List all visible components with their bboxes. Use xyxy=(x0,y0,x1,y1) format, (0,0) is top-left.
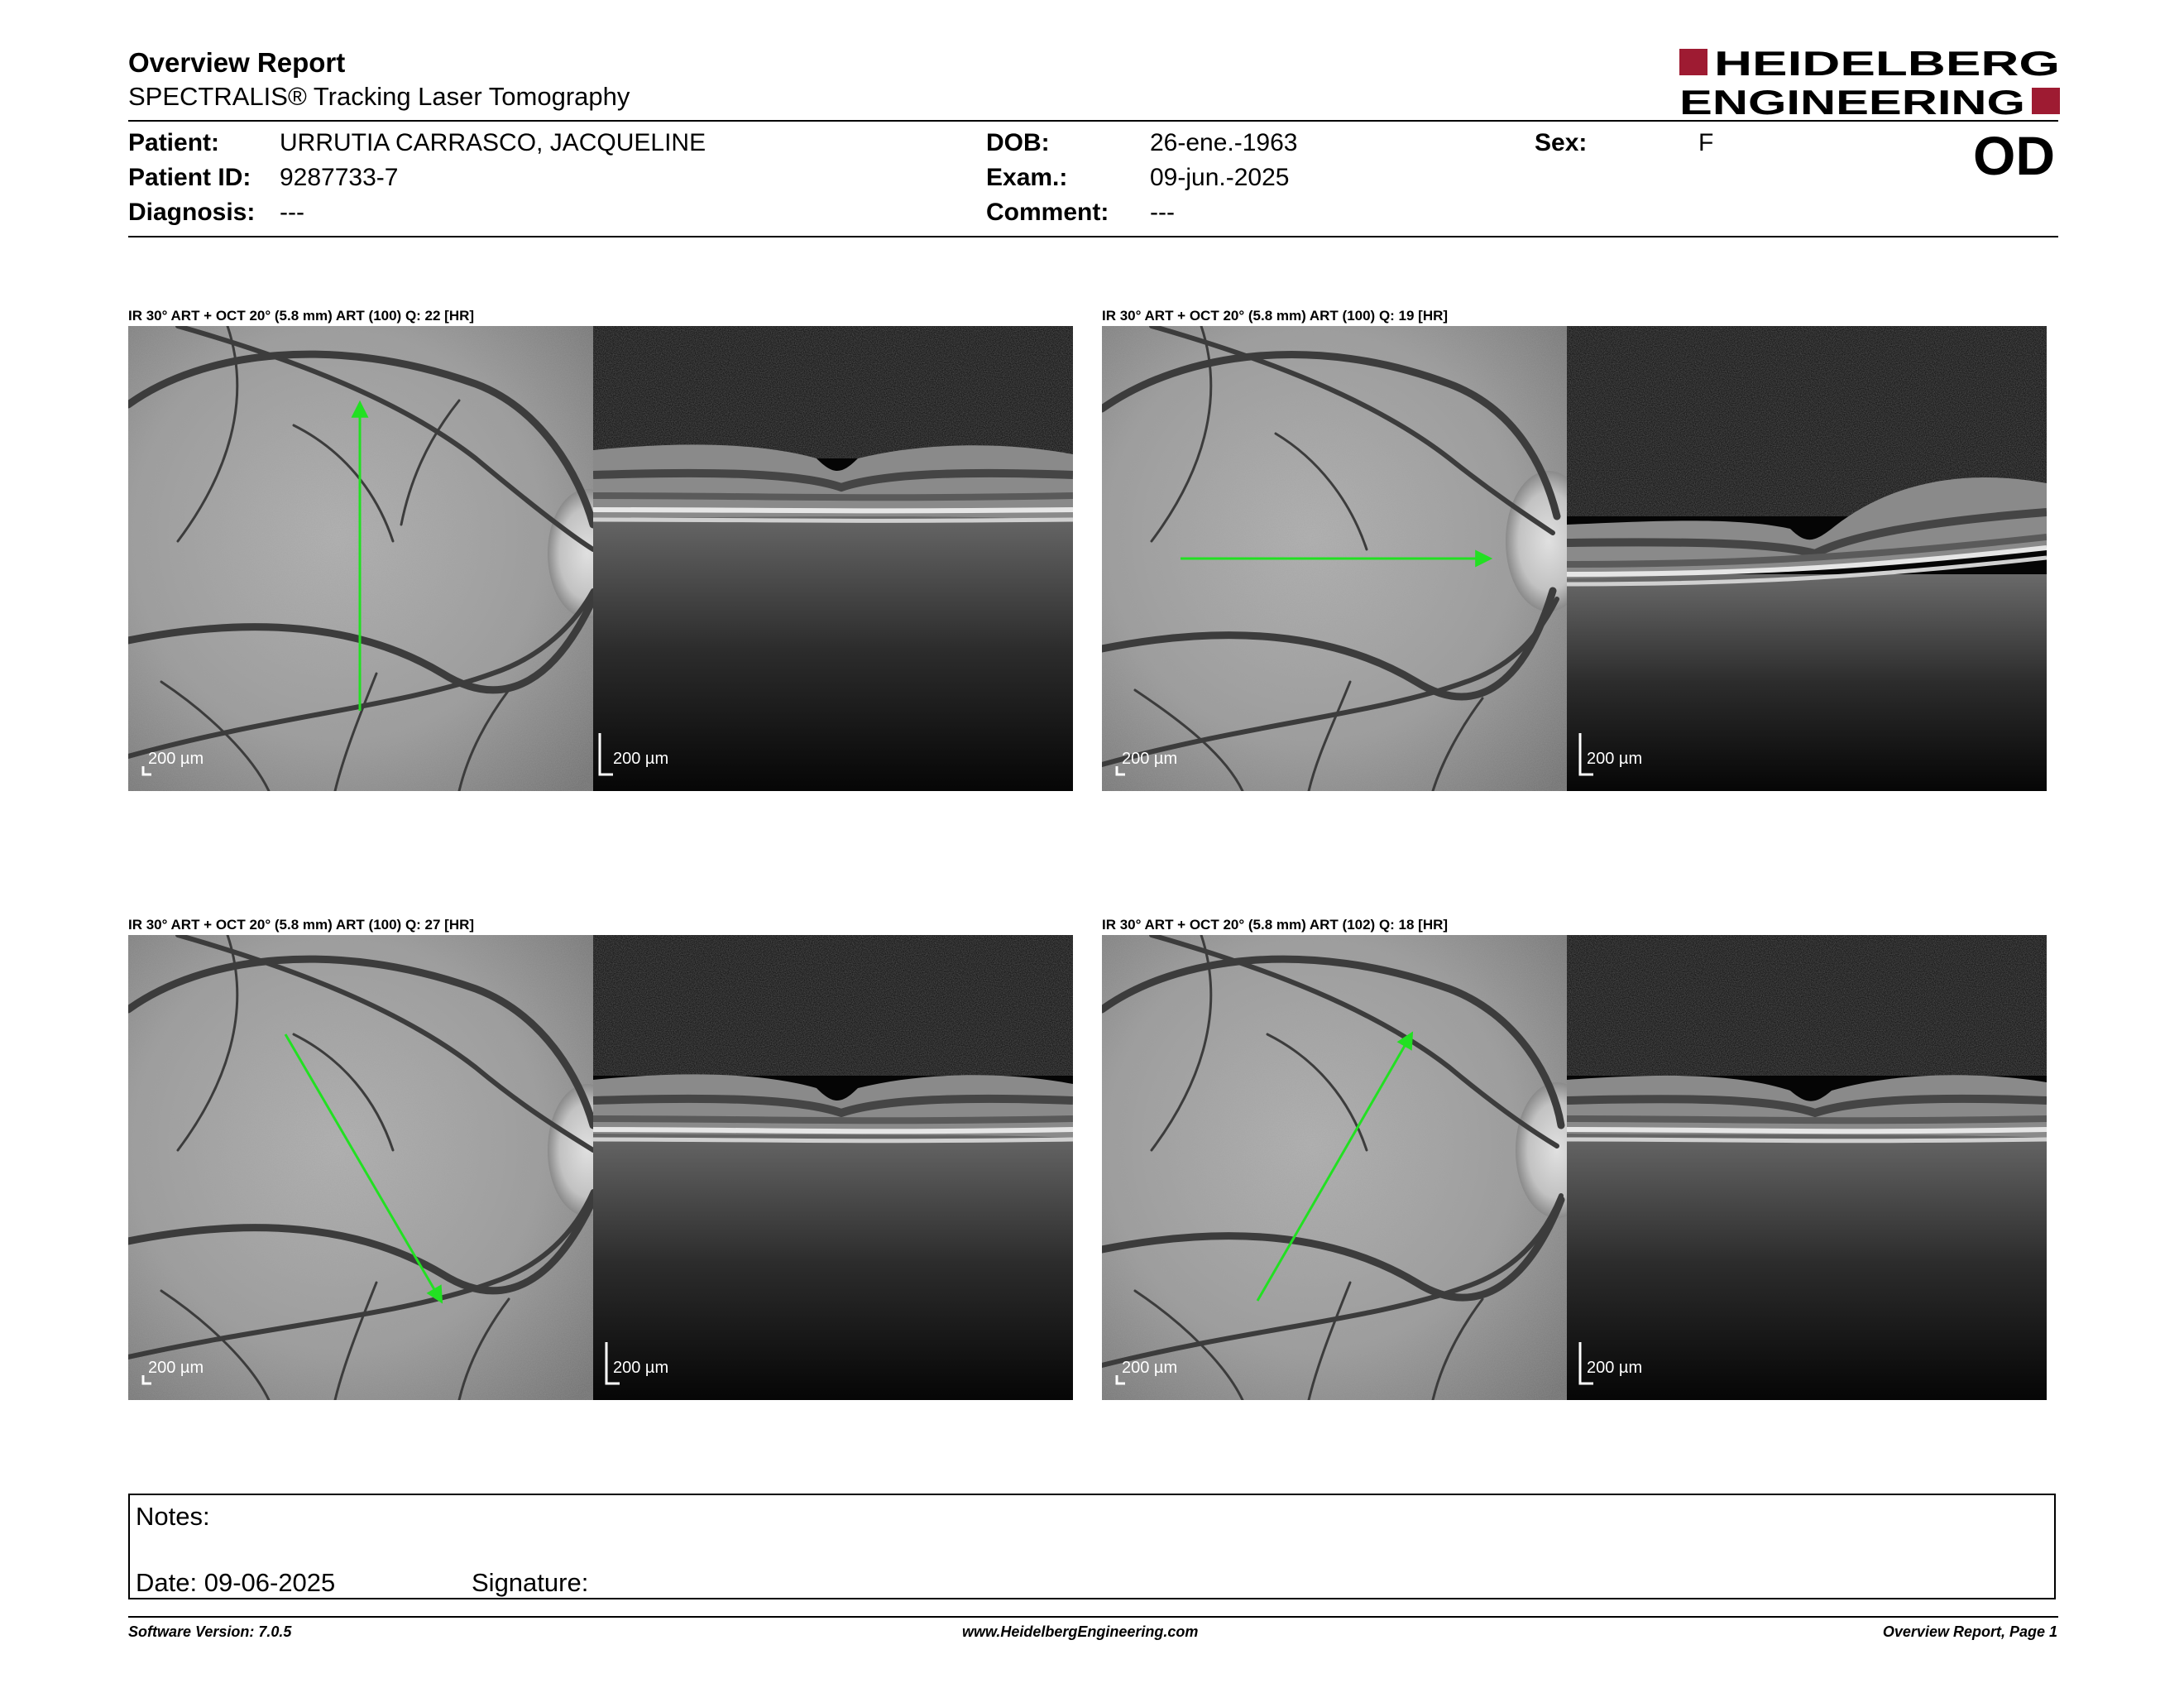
logo-red-square-bottom xyxy=(2032,88,2060,114)
oct-bscan-2 xyxy=(1567,326,2047,791)
oct-bscan-4 xyxy=(1567,935,2047,1400)
notes-box xyxy=(128,1494,2056,1599)
exam-label: Exam.: xyxy=(986,164,1068,191)
patient-id-label: Patient ID: xyxy=(128,164,251,191)
comment-label: Comment: xyxy=(986,199,1109,226)
heidelberg-engineering-logo xyxy=(1679,45,2060,117)
fundus-scale-label-1: 200 µm xyxy=(148,750,204,768)
dob-value: 26-ene.-1963 xyxy=(1150,129,1298,156)
info-divider xyxy=(128,236,2058,237)
scan-panel-3 xyxy=(128,935,1073,1400)
panel-caption-1: IR 30° ART + OCT 20° (5.8 mm) ART (100) Q: 22 [HR] xyxy=(128,308,475,324)
fundus-scale-label-3: 200 µm xyxy=(148,1359,204,1377)
oct-scale-label-3: 200 µm xyxy=(613,1359,669,1377)
fundus-image-4 xyxy=(1102,935,1567,1400)
fundus-scale-label-2: 200 µm xyxy=(1122,750,1178,768)
report-subtitle: SPECTRALIS® Tracking Laser Tomography xyxy=(128,82,630,111)
sex-value: F xyxy=(1698,129,1714,156)
signature-label: Signature: xyxy=(472,1568,589,1597)
dob-label: DOB: xyxy=(986,129,1050,156)
panel-caption-2: IR 30° ART + OCT 20° (5.8 mm) ART (100) Q: 19 [HR] xyxy=(1102,308,1449,324)
scan-panel-2 xyxy=(1102,326,2047,791)
fundus-image-3 xyxy=(128,935,593,1400)
patient-name: URRUTIA CARRASCO, JACQUELINE xyxy=(280,129,706,156)
sex-label: Sex: xyxy=(1535,129,1588,156)
panel-caption-3: IR 30° ART + OCT 20° (5.8 mm) ART (100) Q: 27 [HR] xyxy=(128,917,475,933)
notes-label: Notes: xyxy=(136,1502,210,1531)
scan-panel-1 xyxy=(128,326,1073,791)
diagnosis-value: --- xyxy=(280,199,304,226)
oct-scale-label-2: 200 µm xyxy=(1587,750,1643,768)
oct-scale-label-1: 200 µm xyxy=(613,750,669,768)
eye-indicator: OD xyxy=(1973,125,2055,186)
date-label: Date: 09-06-2025 xyxy=(136,1568,336,1597)
panel-caption-4: IR 30° ART + OCT 20° (5.8 mm) ART (102) Q: 18 [HR] xyxy=(1102,917,1449,933)
exam-date: 09-jun.-2025 xyxy=(1150,164,1290,191)
comment-value: --- xyxy=(1150,199,1175,226)
oct-bscan-3 xyxy=(593,935,1073,1400)
scan-panel-4 xyxy=(1102,935,2047,1400)
logo-text-line2: ENGINEERING xyxy=(1679,83,2025,117)
company-website-link[interactable]: www.HeidelbergEngineering.com xyxy=(962,1623,1199,1640)
software-version: Software Version: 7.0.5 xyxy=(128,1623,292,1640)
report-title: Overview Report xyxy=(128,47,346,78)
patient-id: 9287733-7 xyxy=(280,164,399,191)
logo-text-line1: HEIDELBERG xyxy=(1714,45,2060,83)
oct-bscan-1 xyxy=(593,326,1073,791)
patient-label: Patient: xyxy=(128,129,220,156)
logo-red-square-top xyxy=(1679,49,1707,75)
fundus-image-1 xyxy=(128,326,593,791)
oct-scale-label-4: 200 µm xyxy=(1587,1359,1643,1377)
fundus-image-2 xyxy=(1102,326,1567,791)
footer-divider xyxy=(128,1616,2058,1618)
fundus-scale-label-4: 200 µm xyxy=(1122,1359,1178,1377)
header-divider xyxy=(128,120,2058,122)
page-number: Overview Report, Page 1 xyxy=(1882,1623,2057,1640)
diagnosis-label: Diagnosis: xyxy=(128,199,256,226)
